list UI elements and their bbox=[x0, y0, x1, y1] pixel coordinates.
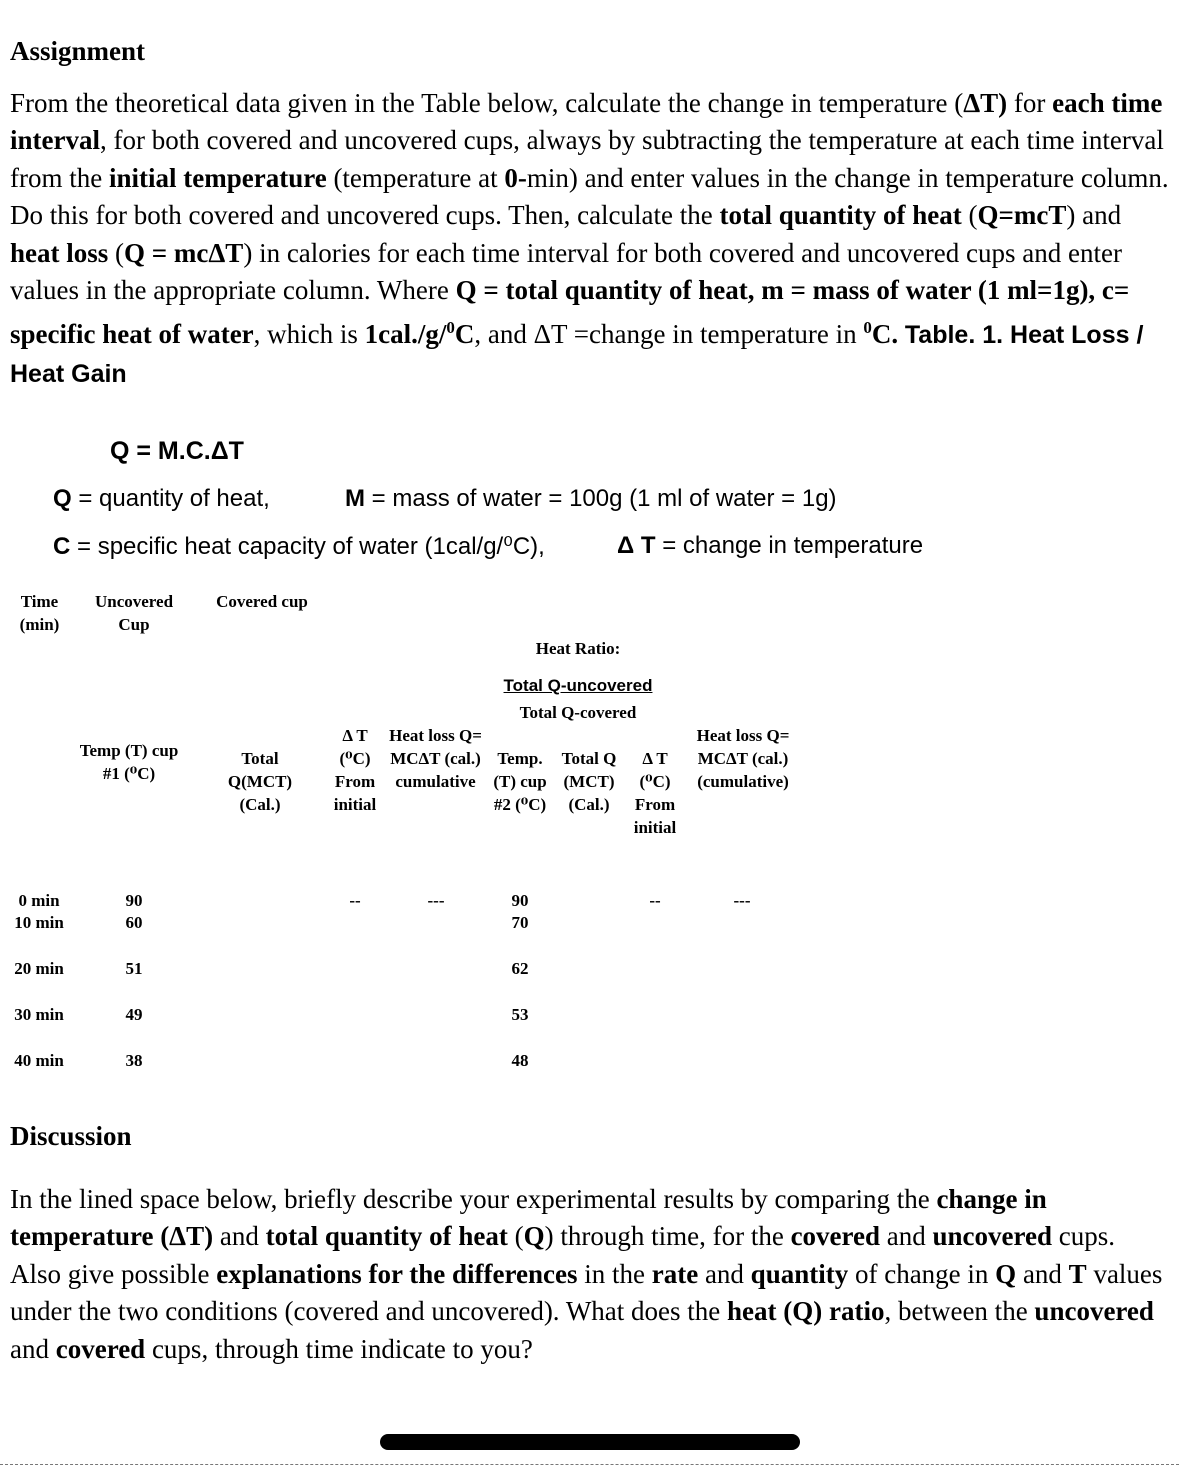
time-cell: 20 min bbox=[14, 959, 64, 978]
col-total-q2-header: Total Q (MCT) (Cal.) bbox=[561, 749, 617, 814]
heat-ratio-denominator: Total Q-covered bbox=[519, 703, 637, 722]
time-cell: 0 min bbox=[18, 891, 60, 910]
home-indicator[interactable] bbox=[380, 1434, 800, 1450]
col-total-q1-header: Total Q(MCT) (Cal.) bbox=[227, 749, 293, 814]
temp1-cell: 90 bbox=[125, 891, 143, 910]
heatloss1-cell: --- bbox=[427, 891, 445, 910]
dt1-cell: -- bbox=[349, 891, 361, 910]
heatloss2-cell: --- bbox=[733, 891, 751, 910]
temp1-cell: 60 bbox=[125, 913, 143, 932]
formula-q-line: Q = quantity of heat, bbox=[53, 485, 270, 512]
formula-dt-line: Δ T = change in temperature bbox=[617, 532, 924, 559]
time-cell: 10 min bbox=[14, 913, 64, 932]
temp1-cell: 49 bbox=[125, 1005, 143, 1024]
assignment-instructions: From the theoretical data given in the Table below, calculate the change in temperature (ΔT) for each time interval, for both covered and uncovered cups, always by subtracting the temperature at each time interval from the initial temperature (temperature at 0-min) and enter values in the change in temperature column. Do this for both covered and uncovered cups. Then, calculate the total quantity of heat (Q=mcT) and heat loss (Q = mcΔT) in calories for each time interval for both covered and uncovered cups and enter values in the appropriate column. Where Q = total quantity of heat, m = mass of water (1 ml=1g), c= specific heat of water, which is 1cal./g/$^0$C, and ΔT =change in temperature in $^0$C. Table. 1. Heat Loss / Heat Gain bbox=[10, 88, 1169, 388]
discussion-heading: Discussion bbox=[10, 1121, 132, 1151]
col-covered-header: Covered cup bbox=[216, 592, 308, 611]
temp2-cell: 90 bbox=[511, 891, 529, 910]
temp2-cell: 62 bbox=[511, 959, 529, 978]
answer-line bbox=[0, 1464, 1179, 1465]
table-caption: Table. 1. Heat Loss / Heat Gain bbox=[10, 321, 1144, 388]
temp1-cell: 38 bbox=[125, 1051, 143, 1070]
col-heatloss2-header: Heat loss Q= MCΔT (cal.) (cumulative) bbox=[696, 726, 790, 791]
dt2-cell: -- bbox=[649, 891, 661, 910]
temp2-cell: 70 bbox=[511, 913, 529, 932]
temp2-cell: 53 bbox=[511, 1005, 529, 1024]
col-uncovered-header: Uncovered Cup bbox=[94, 592, 174, 634]
heat-ratio-numerator: Total Q-uncovered bbox=[503, 676, 653, 695]
discussion-prompt: In the lined space below, briefly describe your experimental results by comparing the change in temperature (ΔT) and total quantity of heat (Q) through time, for the covered and uncovered cups. Also give possible explanations for the differences in the rate and quantity of change in Q and T values under the two conditions (covered and uncovered). What does the heat (Q) ratio, between the uncovered and covered cups, through time indicate to you? bbox=[10, 1184, 1163, 1364]
col-dt2-header: Δ T (⁰C) From initial bbox=[633, 749, 677, 837]
time-cell: 30 min bbox=[14, 1005, 64, 1024]
col-heatloss1-header: Heat loss Q= MCΔT (cal.) cumulative bbox=[389, 726, 482, 791]
col-time-header: Time (min) bbox=[19, 592, 60, 634]
col-temp-cup1-header: Temp (T) cup #1 (⁰C) bbox=[79, 741, 179, 783]
col-dt1-header: Δ T (⁰C) From initial bbox=[333, 726, 377, 814]
temp2-cell: 48 bbox=[511, 1051, 529, 1070]
col-temp-cup2-header: Temp. (T) cup #2 (⁰C) bbox=[493, 749, 547, 814]
formula-main: Q = M.C.ΔT bbox=[110, 437, 244, 465]
formula-m-line: M = mass of water = 100g (1 ml of water = 1g) bbox=[345, 485, 837, 512]
assignment-heading: Assignment bbox=[10, 36, 146, 66]
time-cell: 40 min bbox=[14, 1051, 64, 1070]
heat-ratio-label: Heat Ratio: bbox=[535, 639, 621, 658]
temp1-cell: 51 bbox=[125, 959, 143, 978]
formula-c-line: C = specific heat capacity of water (1cal/g/⁰C), bbox=[53, 533, 545, 560]
